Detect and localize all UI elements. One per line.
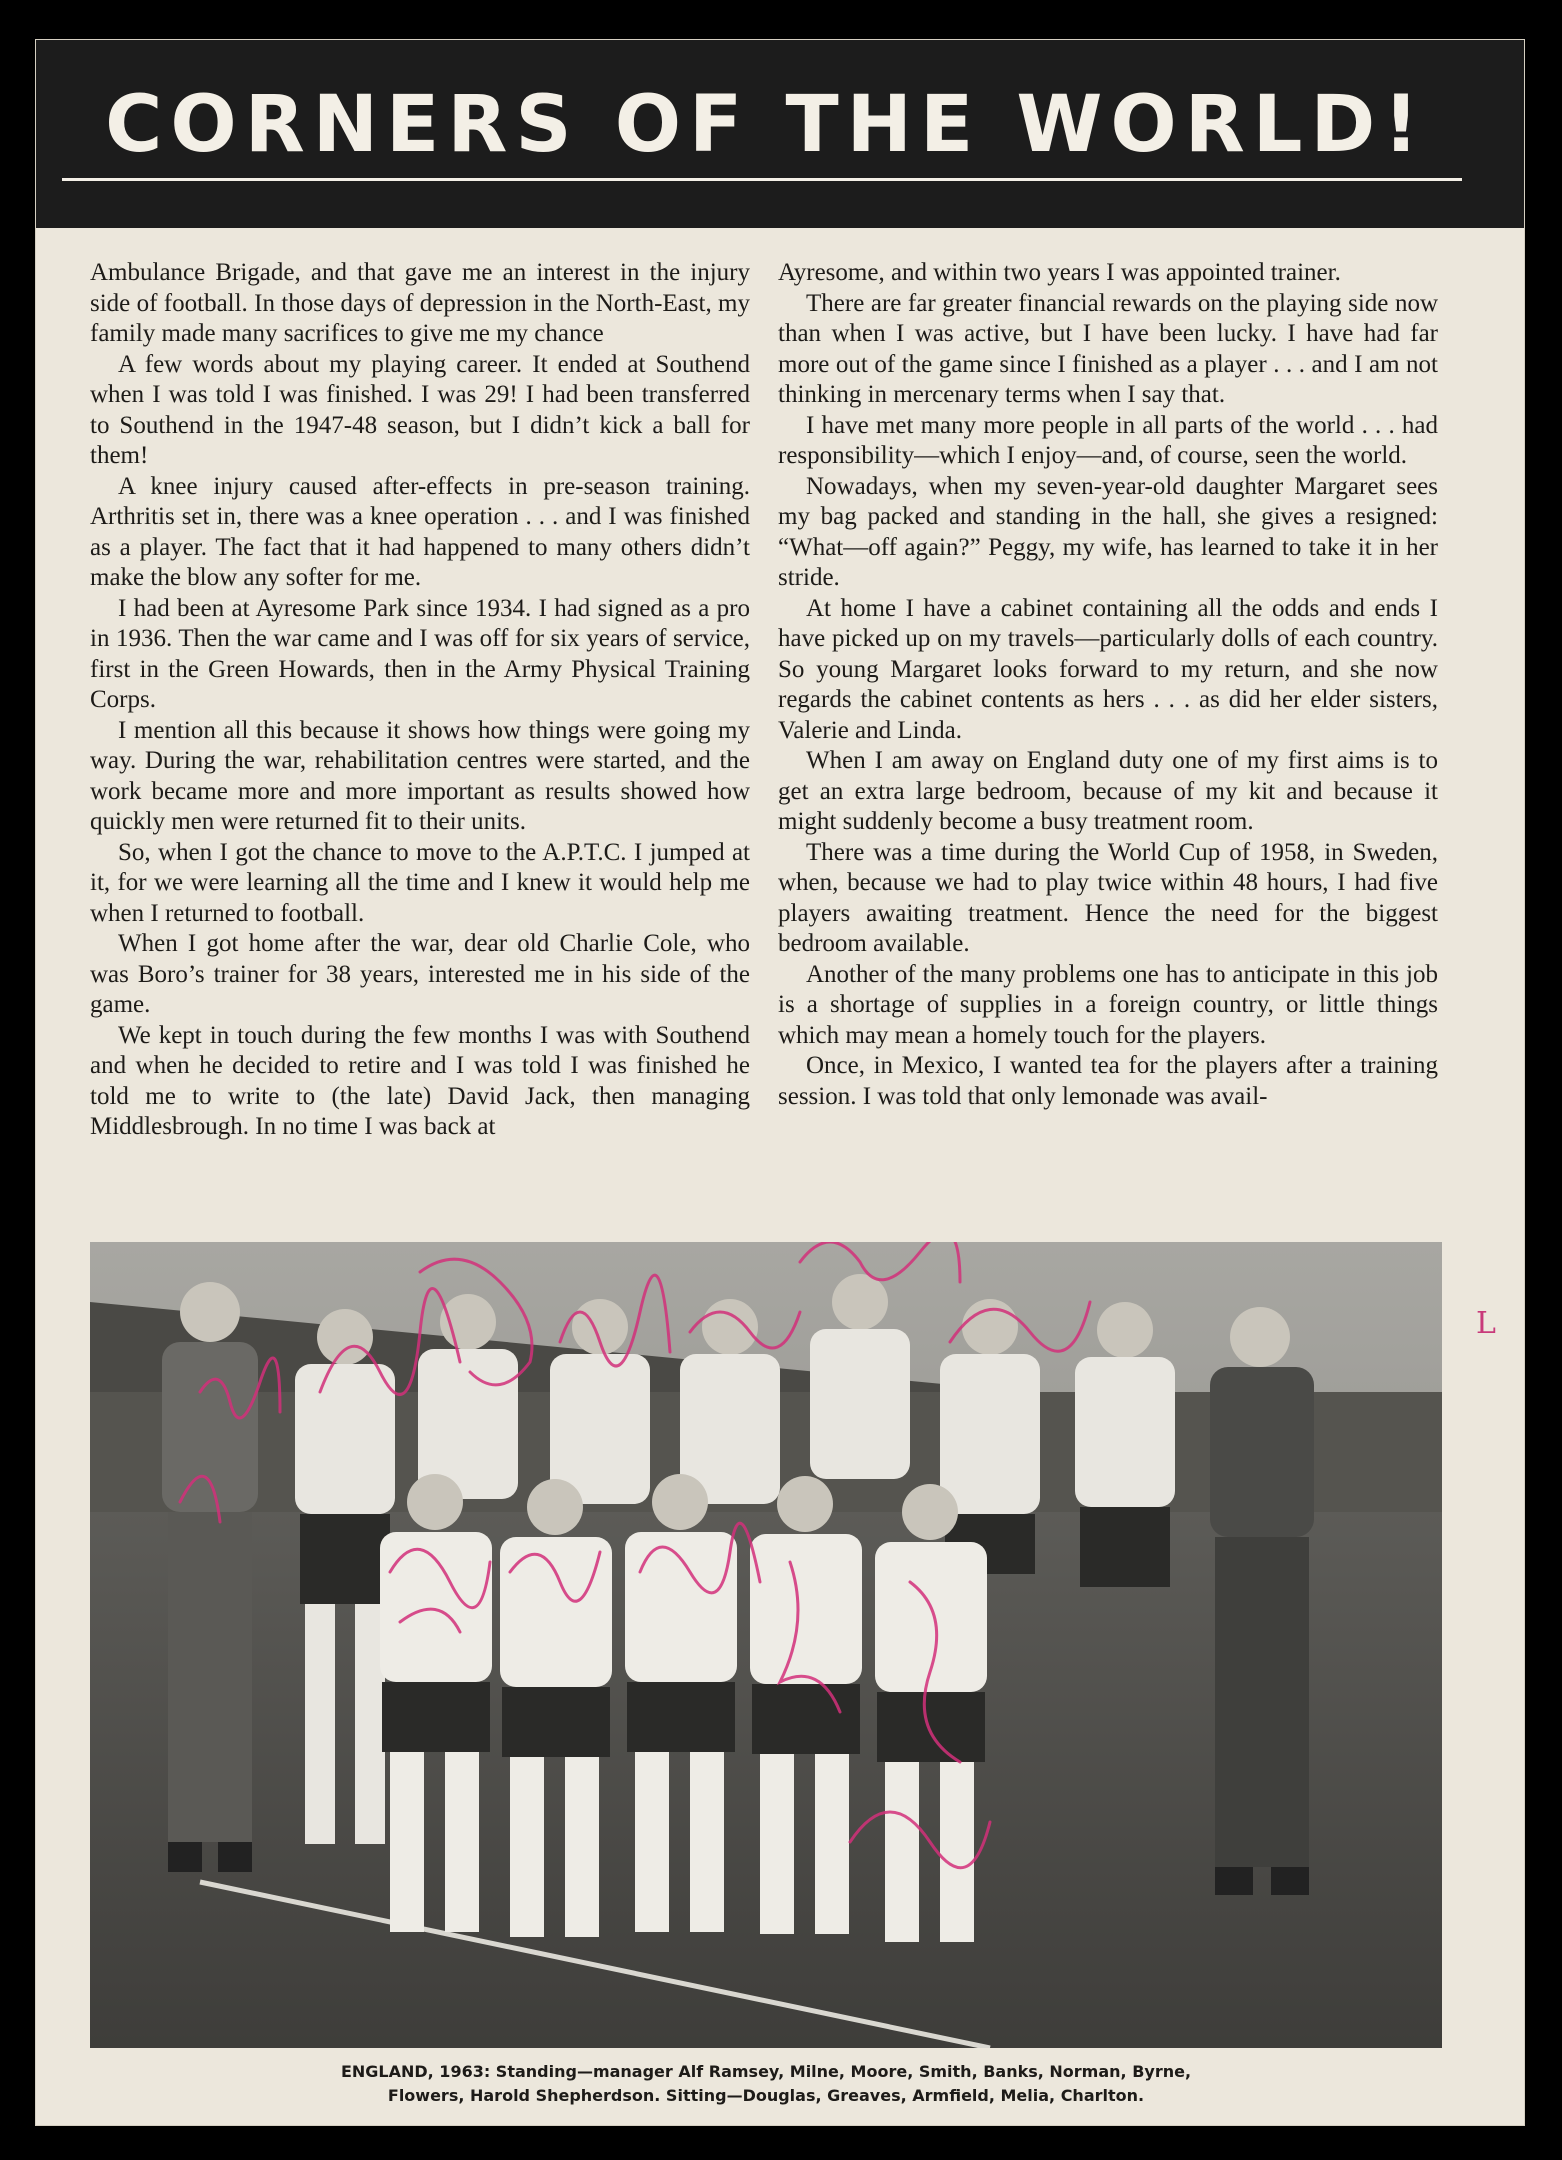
caption-line: ENGLAND, 1963: Standing—manager Alf Ramsey, Milne, Moore, Smith, Banks, Norman, Byrne, bbox=[340, 2062, 1192, 2081]
photo-caption bbox=[90, 2060, 1442, 2108]
paragraph: A knee injury caused after-effects in pre-season training. Arthritis set in, there was a knee operation . . . and I was finished as a player. The fact that it had happened to many others didn’t make the blow any softer for me. bbox=[90, 472, 750, 591]
paragraph: I have met many more people in all parts of the world . . . had responsibility—which I enjoy—and, of course, seen the world. bbox=[778, 411, 1438, 469]
team-photo-illustration bbox=[90, 1242, 1442, 2048]
magazine-page bbox=[36, 40, 1524, 2125]
paragraph: I had been at Ayresome Park since 1934. I had signed as a pro in 1936. Then the war came and I was off for six years of service, first in the Green Howards, then in the Army Physical Training Corps. bbox=[90, 594, 750, 713]
paragraph: Another of the many problems one has to anticipate in this job is a shortage of supplies in a foreign country, or little things which may mean a homely touch for the players. bbox=[778, 960, 1438, 1049]
article-column-left bbox=[90, 258, 750, 1143]
paragraph: I mention all this because it shows how things were going my way. During the war, rehabilitation centres were started, and the work became more and more important as results showed how quickly men were returned fit to their units. bbox=[90, 716, 750, 835]
paragraph: At home I have a cabinet containing all the odds and ends I have picked up on my travels—particularly dolls of each country. So young Margaret looks forward to my return, and she now regards the cabinet contents as hers . . . as did her elder sisters, Valerie and Linda. bbox=[778, 594, 1438, 744]
paragraph: Ambulance Brigade, and that gave me an interest in the injury side of football. In those days of depression in the North-East, my family made many sacrifices to give me my chance bbox=[90, 259, 750, 347]
article-column-right bbox=[778, 258, 1438, 1112]
caption-line: Flowers, Harold Shepherdson. Sitting—Douglas, Greaves, Armfield, Melia, Charlton. bbox=[387, 2086, 1145, 2105]
paragraph: Once, in Mexico, I wanted tea for the players after a training session. I was told that only lemonade was avail- bbox=[778, 1052, 1438, 1110]
handwritten-margin-mark: L bbox=[1476, 1306, 1496, 1341]
paragraph: We kept in touch during the few months I was with Southend and when he decided to retire and I was told I was finished he told me to write to (the late) David Jack, then managing Middlesbrough. In no time I was back at bbox=[90, 1021, 750, 1140]
team-photo bbox=[90, 1242, 1442, 2048]
paragraph: So, when I got the chance to move to the A.P.T.C. I jumped at it, for we were learning all the time and I knew it would help me when I returned to football. bbox=[90, 838, 750, 927]
page-title: CORNERS OF THE WORLD! bbox=[105, 80, 1427, 170]
paragraph: Ayresome, and within two years I was appointed trainer. bbox=[778, 259, 1341, 286]
paragraph: There was a time during the World Cup of 1958, in Sweden, when, because we had to play twice within 48 hours, I had five players awaiting treatment. Hence the need for the biggest bedroom available. bbox=[778, 838, 1438, 957]
paragraph: There are far greater financial rewards on the playing side now than when I was active, but I have been lucky. I have had far more out of the game since I finished as a player . . . and I am not thinking in mercenary terms when I say that. bbox=[778, 289, 1438, 408]
title-underline bbox=[62, 178, 1462, 181]
page-header bbox=[36, 40, 1524, 228]
paragraph: When I got home after the war, dear old Charlie Cole, who was Boro’s trainer for 38 years, interested me in his side of the game. bbox=[90, 930, 750, 1018]
paragraph: A few words about my playing career. It ended at Southend when I was told I was finished. I was 29! I had been transferred to Southend in the 1947-48 season, but I didn’t kick a ball for them! bbox=[90, 350, 750, 469]
paragraph: Nowadays, when my seven-year-old daughter Margaret sees my bag packed and standing in the hall, she gives a resigned: “What—off again?” Peggy, my wife, has learned to take it in her stride. bbox=[778, 472, 1438, 591]
paragraph: When I am away on England duty one of my first aims is to get an extra large bedroom, because of my kit and because it might suddenly become a busy treatment room. bbox=[778, 747, 1438, 835]
